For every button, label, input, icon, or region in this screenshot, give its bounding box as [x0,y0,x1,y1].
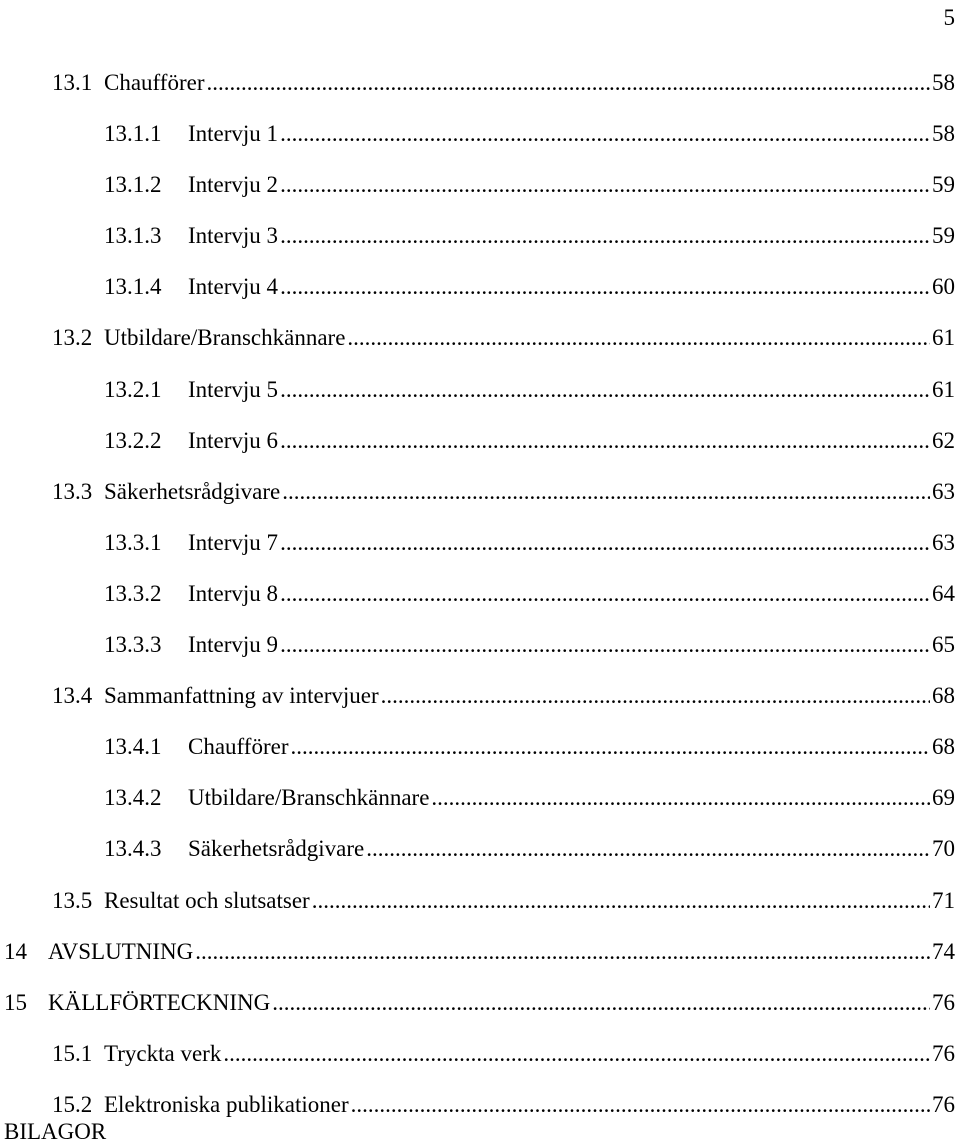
toc-entry-number: 13.3.2 [104,580,162,606]
toc-leader-dots [282,477,930,507]
bilagor-heading[interactable]: BILAGOR [4,1119,107,1144]
toc-entry[interactable] [0,323,960,374]
toc-leader-dots [280,579,930,609]
toc-entry-page: 61 [932,325,955,351]
toc-entry-number: 13.3 [52,478,93,504]
toc-entry-title: Chaufförer [104,70,205,95]
toc-entry-page: 59 [932,223,955,249]
toc-entry-title: AVSLUTNING [48,938,194,964]
toc-leader-dots [381,681,930,711]
toc-entry-title: Tryckta verk [104,1040,222,1066]
toc-leader-dots [280,426,930,456]
toc-entry-page: 63 [932,529,955,555]
toc-entry-number: 13.2 [52,325,93,351]
toc-entry-title: Intervju 8 [188,580,279,606]
toc-entry-title: Chaufförer [188,734,289,760]
toc-entry-number: 13.2.2 [104,427,162,453]
toc-entry-page: 65 [932,632,955,658]
toc-entry[interactable] [0,68,960,119]
toc-entry-number: 15 [4,989,27,1015]
toc-entry-number: 13.4.2 [104,785,162,811]
toc-entry-page: 71 [932,887,955,913]
toc-entry[interactable] [0,886,960,937]
toc-entry[interactable] [0,988,960,1039]
toc-entry[interactable] [0,937,960,988]
toc-entry-title: Resultat och slutsatser [104,887,310,913]
page-number: 5 [943,5,955,30]
toc-entry-number: 14 [4,938,27,964]
toc-leader-dots [312,886,930,916]
toc-entry[interactable] [0,528,960,579]
toc-entry-page: 58 [932,121,955,147]
toc-entry[interactable] [0,681,960,732]
toc-entry[interactable] [0,477,960,528]
toc-leader-dots [195,937,930,967]
toc-entry-page: 70 [932,836,955,862]
toc-entry-page: 69 [932,785,955,811]
toc-leader-dots [206,68,930,98]
toc-entry[interactable] [0,221,960,272]
toc-entry-title: Elektroniska publikationer [104,1091,349,1117]
toc-entry-number: 13.3.1 [104,529,162,555]
toc-leader-dots [223,1039,930,1069]
toc-entry-number: 15.2 [52,1091,93,1117]
toc-entry[interactable] [0,119,960,170]
toc-entry-title: Säkerhetsrådgivare [104,478,281,504]
toc-leader-dots [280,375,930,405]
toc-entry-title: KÄLLFÖRTECKNING [48,989,271,1015]
toc-entry-number: 13.1.3 [104,223,162,249]
toc-leader-dots [280,272,930,302]
toc-entry-number: 13.1 [52,70,93,95]
toc-entry[interactable] [0,272,960,323]
toc-entry-page: 76 [932,989,955,1015]
toc-entry-page: 63 [932,478,955,504]
toc-entry-number: 13.4.3 [104,836,162,862]
toc-entry-title: Utbildare/Branschkännare [188,785,430,811]
toc-entry-page: 61 [932,376,955,402]
toc-entry[interactable] [0,579,960,630]
toc-leader-dots [347,323,930,353]
toc-entry-number: 13.3.3 [104,632,162,658]
table-of-contents [0,68,960,1141]
toc-entry[interactable] [0,1039,960,1090]
toc-entry-title: Sammanfattning av intervjuer [104,683,379,709]
toc-entry-number: 13.1.4 [104,274,162,300]
toc-leader-dots [431,783,930,813]
toc-entry-page: 58 [932,70,955,95]
toc-entry[interactable] [0,732,960,783]
toc-entry[interactable] [0,1090,960,1141]
toc-leader-dots [280,528,930,558]
toc-entry[interactable] [0,426,960,477]
toc-entry-title: Intervju 4 [188,274,279,300]
toc-entry-number: 15.1 [52,1040,93,1066]
toc-leader-dots [366,834,930,864]
toc-entry[interactable] [0,170,960,221]
toc-entry-page: 64 [932,580,955,606]
toc-entry-page: 62 [932,427,955,453]
toc-leader-dots [280,119,930,149]
toc-entry-page: 60 [932,274,955,300]
toc-entry-title: Intervju 1 [188,121,279,147]
toc-entry-title: Säkerhetsrådgivare [188,836,365,862]
toc-entry-page: 74 [932,938,955,964]
toc-entry[interactable] [0,375,960,426]
toc-entry-title: Utbildare/Branschkännare [104,325,346,351]
toc-entry-page: 76 [932,1091,955,1117]
toc-entry-title: Intervju 9 [188,632,279,658]
toc-entry-title: Intervju 3 [188,223,279,249]
toc-entry-page: 68 [932,683,955,709]
toc-leader-dots [272,988,930,1018]
toc-entry-page: 59 [932,172,955,198]
toc-entry-number: 13.4.1 [104,734,162,760]
toc-leader-dots [280,630,930,660]
toc-leader-dots [290,732,930,762]
toc-entry-number: 13.2.1 [104,376,162,402]
toc-entry[interactable] [0,630,960,681]
toc-entry[interactable] [0,783,960,834]
toc-entry-page: 76 [932,1040,955,1066]
toc-entry[interactable] [0,834,960,885]
toc-entry-title: Intervju 7 [188,529,279,555]
toc-leader-dots [280,221,930,251]
toc-entry-number: 13.5 [52,887,93,913]
toc-leader-dots [351,1090,930,1120]
toc-entry-number: 13.4 [52,683,93,709]
toc-entry-number: 13.1.2 [104,172,162,198]
toc-entry-title: Intervju 2 [188,172,279,198]
toc-entry-number: 13.1.1 [104,121,162,147]
toc-entry-title: Intervju 6 [188,427,279,453]
toc-entry-title: Intervju 5 [188,376,279,402]
toc-leader-dots [280,170,930,200]
toc-entry-page: 68 [932,734,955,760]
